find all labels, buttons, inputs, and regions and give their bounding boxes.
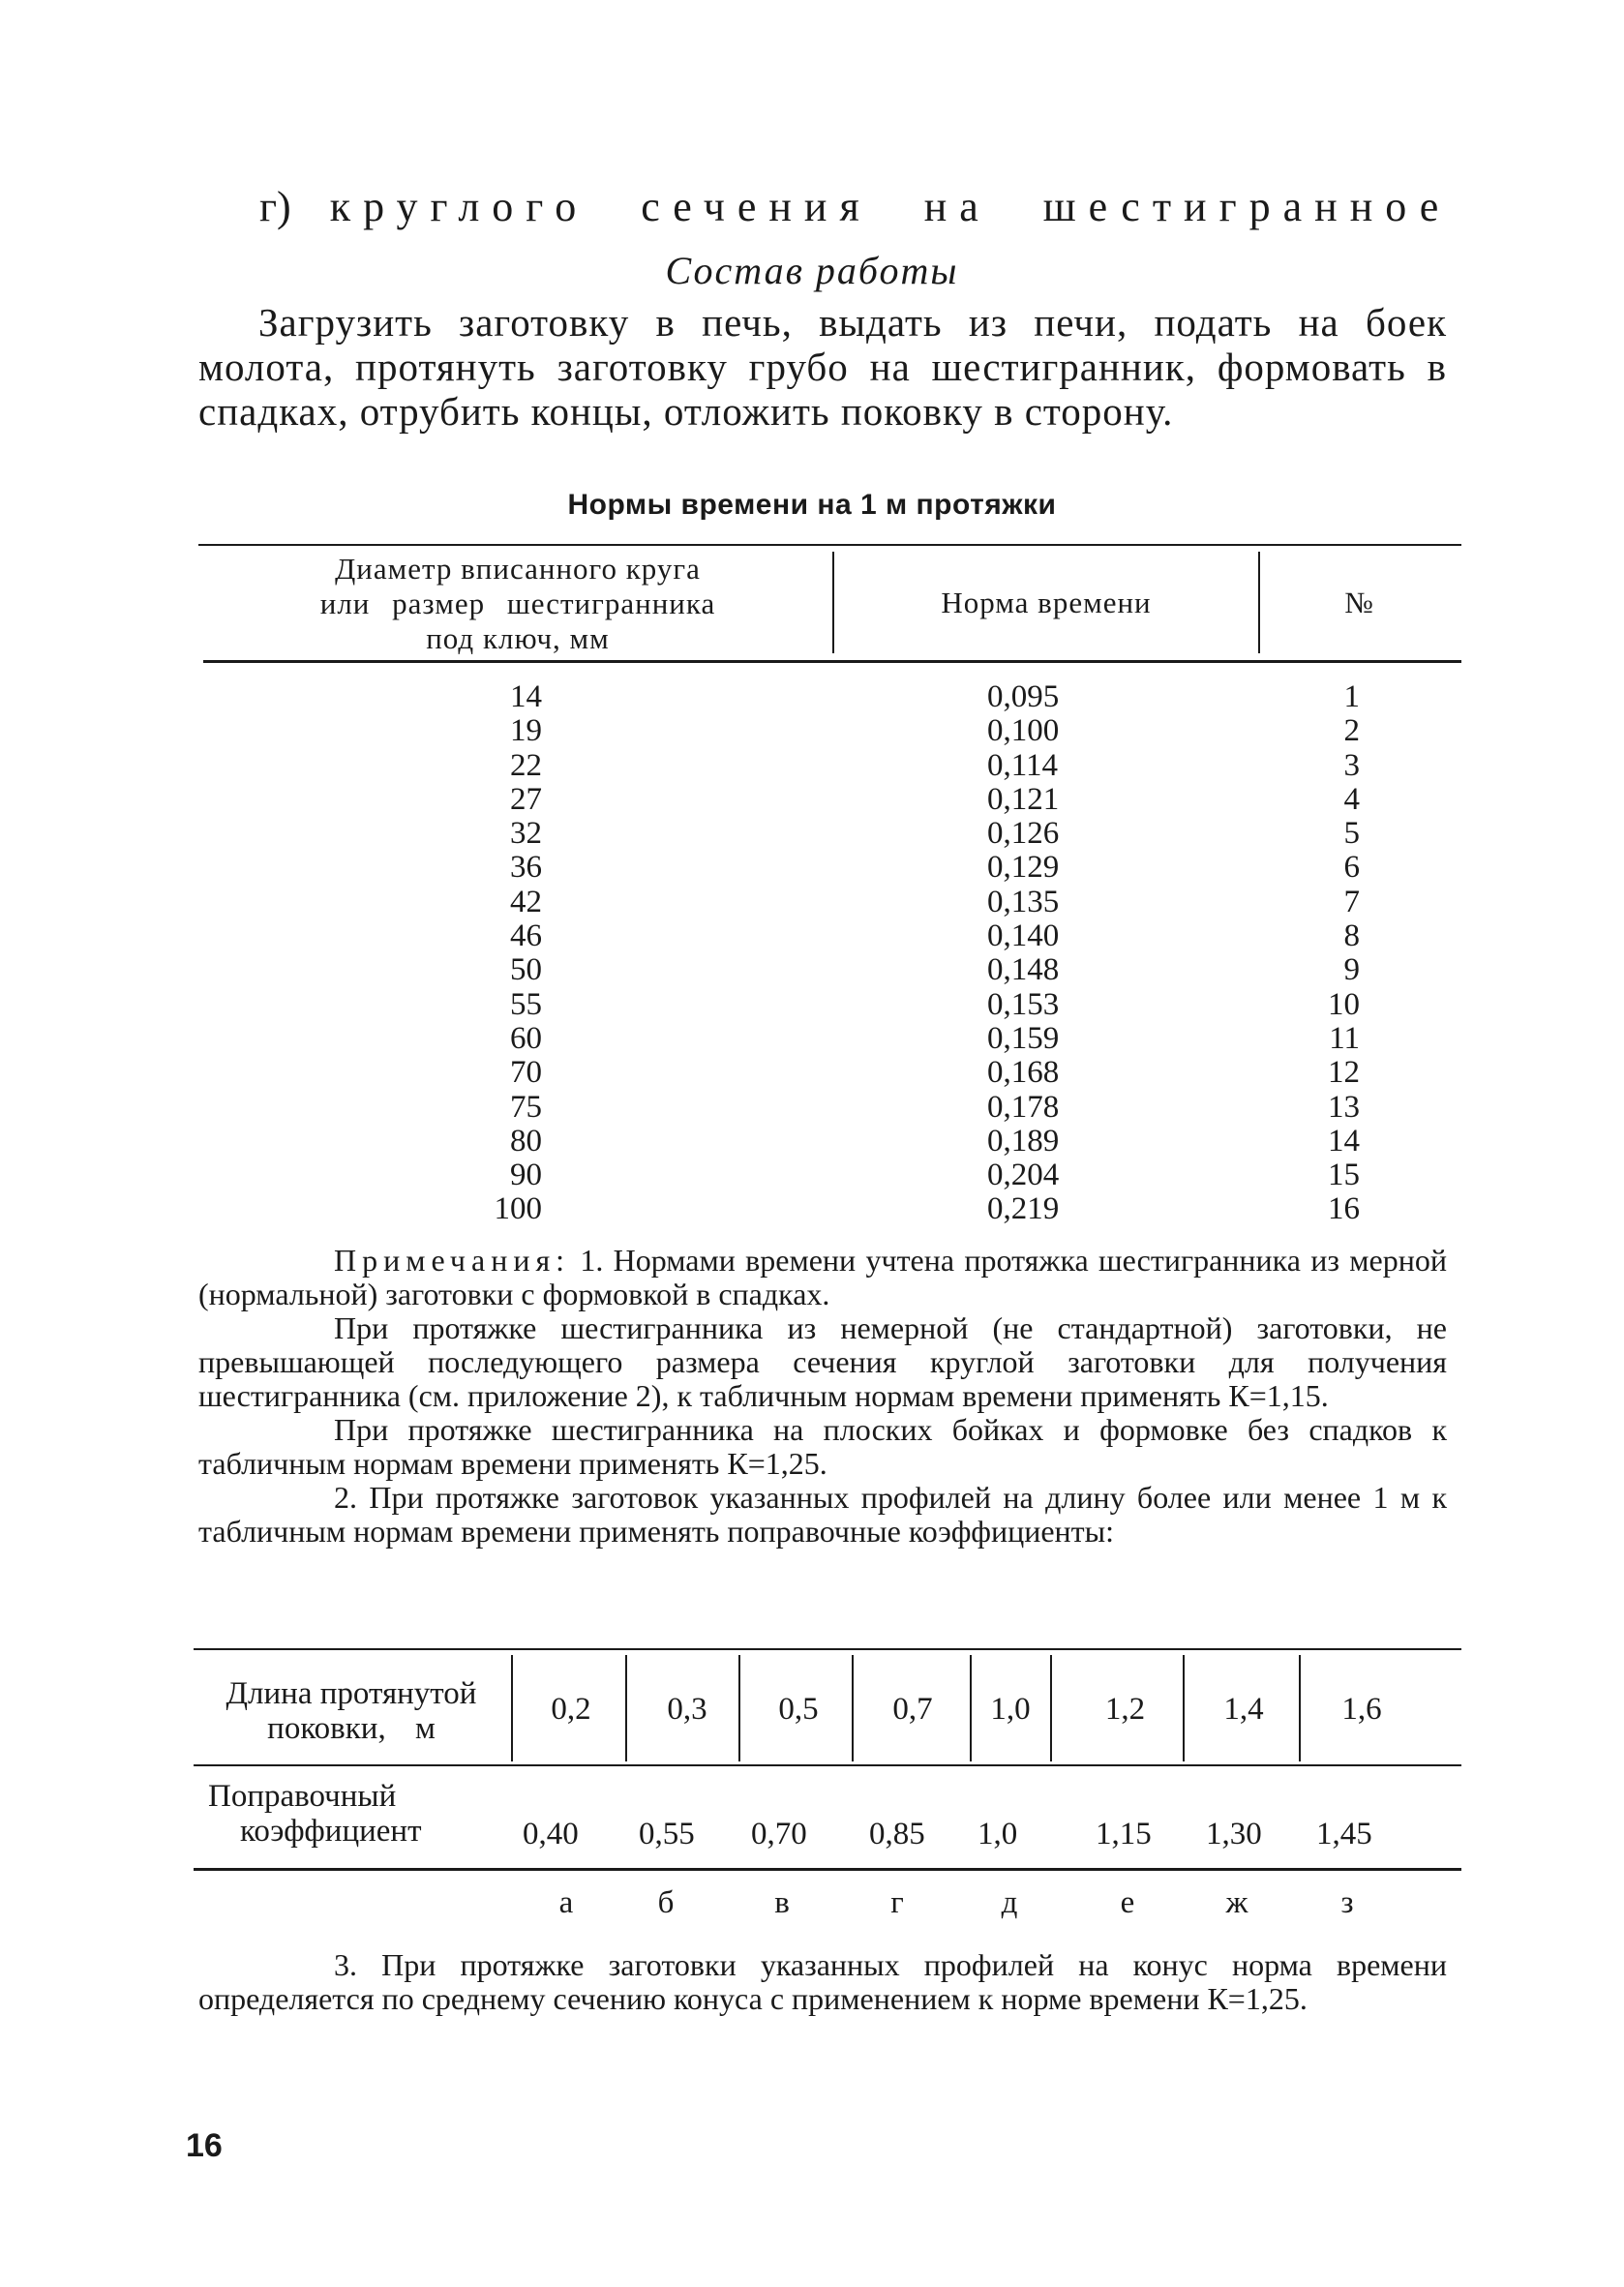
table-cell: 27	[510, 781, 542, 817]
coefficient-cell: 1,15	[1096, 1817, 1152, 1851]
table-cell: 1	[1343, 679, 1360, 714]
coefficient-cell: 0,55	[639, 1817, 695, 1851]
length-label: Длина протянутой поковки, м	[226, 1676, 477, 1746]
note-1c: При протяжке шестигранника на плоских бойках и формовке без спадков к табличным нормам времени применять К=1,25.	[198, 1412, 1447, 1481]
table-cell: 0,219	[987, 1191, 1060, 1227]
length-cell: 1,4	[1223, 1692, 1264, 1727]
table-cell: 8	[1343, 918, 1360, 954]
column-letter: а	[558, 1885, 574, 1920]
table-cell: 0,126	[987, 816, 1060, 852]
table2-col-divider	[1183, 1655, 1185, 1761]
table-cell: 19	[510, 713, 542, 749]
table-cell: 9	[1343, 952, 1360, 988]
table-cell: 42	[510, 884, 542, 919]
header-diameter: Диаметр вписанного круга или размер шестигранника под ключ, мм	[319, 552, 716, 655]
coefficient-cell: 1,45	[1316, 1817, 1372, 1851]
column-letter: б	[657, 1885, 675, 1920]
table-title: Нормы времени на 1 м протяжки	[567, 489, 1057, 521]
table2-col-divider	[511, 1655, 513, 1761]
page-number: 16	[186, 2127, 223, 2164]
table-cell: 22	[510, 747, 542, 783]
table-cell: 46	[510, 918, 542, 954]
table-cell: 50	[510, 952, 542, 988]
work-composition-paragraph: Загрузить заготовку в печь, выдать из печи, подать на боек молота, протянуть заготовку грубо на шестигранник, формовать в спадках, отрубить концы, отложить поковку в сторону.	[198, 300, 1447, 434]
note-1b: При протяжке шестигранника из немерной (не стандартной) заготовки, не превышающей последующего размера сечения круглой заготовки для получения шестигранника (см. приложение 2), к табличным нормам времени применять К=1,15.	[198, 1310, 1447, 1413]
table-cell: 0,153	[987, 986, 1060, 1022]
diameter-column	[426, 680, 542, 1227]
length-cell: 1,2	[1104, 1692, 1146, 1727]
table2-col-divider	[738, 1655, 740, 1761]
table-cell: 80	[510, 1123, 542, 1159]
coefficient-cell: 0,85	[869, 1817, 925, 1851]
table-cell: 60	[510, 1020, 542, 1056]
table2-bottom-rule	[194, 1868, 1461, 1871]
table-cell: 0,095	[987, 679, 1060, 714]
table2-top-rule	[194, 1648, 1461, 1650]
norm-column	[987, 680, 1123, 1227]
table-cell: 14	[1328, 1123, 1360, 1159]
table-cell: 0,148	[987, 952, 1060, 988]
length-cell: 1,6	[1341, 1692, 1382, 1727]
table2-col-divider	[852, 1655, 854, 1761]
note-3: 3. При протяжке заготовки указанных профилей на конус норма времени определяется по среднему сечению конуса с применением к норме времени К=1,25.	[198, 1947, 1447, 2016]
table-cell: 32	[510, 816, 542, 852]
column-letter: д	[1001, 1885, 1018, 1920]
length-cell: 0,3	[667, 1692, 707, 1727]
table2-col-divider	[625, 1655, 627, 1761]
table2-middle-rule	[194, 1764, 1461, 1766]
table1-header-rule	[203, 660, 1461, 663]
number-column	[1302, 680, 1360, 1227]
table-cell: 55	[510, 986, 542, 1022]
coefficient-cell: 1,0	[977, 1817, 1018, 1851]
table-cell: 90	[510, 1158, 542, 1193]
table-cell: 0,129	[987, 850, 1060, 886]
table-cell: 70	[510, 1055, 542, 1091]
table-cell: 12	[1328, 1055, 1360, 1091]
table-cell: 75	[510, 1089, 542, 1125]
table-cell: 0,135	[987, 884, 1060, 919]
table-cell: 6	[1343, 850, 1360, 886]
coefficient-cell: 0,40	[523, 1817, 579, 1851]
table-cell: 0,189	[987, 1123, 1060, 1159]
notes-block	[198, 1244, 1447, 1549]
table-cell: 7	[1343, 884, 1360, 919]
column-letter: г	[890, 1885, 904, 1920]
coefficient-label: Поправочный коэффициент	[208, 1779, 422, 1849]
table-cell: 2	[1343, 713, 1360, 749]
note-1: Примечания: 1. Нормами времени учтена протяжка шестигранника из мерной (нормальной) заготовки с формовкой в спадках.	[198, 1243, 1448, 1311]
coefficient-cell: 1,30	[1206, 1817, 1262, 1851]
table2-col-divider	[1050, 1655, 1052, 1761]
length-cell: 0,5	[778, 1692, 819, 1727]
section-heading-text: круглого сечения на шестигранное	[329, 183, 1452, 230]
table-cell: 5	[1343, 816, 1360, 852]
table-cell: 0,121	[987, 781, 1060, 817]
table1-top-rule	[198, 544, 1461, 546]
work-composition-subheading: Состав работы	[665, 249, 959, 292]
note-2: 2. При протяжке заготовок указанных профилей на длину более или менее 1 м к табличным нормам времени применять поправочные коэффициенты:	[198, 1480, 1447, 1549]
length-cell: 1,0	[990, 1692, 1031, 1727]
length-cell: 0,7	[892, 1692, 933, 1727]
section-heading	[259, 182, 1452, 231]
table2-col-divider	[1299, 1655, 1301, 1761]
table-cell: 3	[1343, 747, 1360, 783]
table-cell: 0,114	[987, 747, 1059, 783]
table-cell: 10	[1328, 986, 1360, 1022]
column-letter: ж	[1225, 1885, 1248, 1920]
coefficient-cell: 0,70	[751, 1817, 807, 1851]
section-letter: г)	[259, 183, 291, 230]
column-letter: в	[774, 1885, 790, 1920]
table-cell: 36	[510, 850, 542, 886]
table-cell: 4	[1343, 781, 1360, 817]
table-cell: 14	[510, 679, 542, 714]
header-number: №	[1344, 586, 1374, 619]
table-cell: 13	[1328, 1089, 1360, 1125]
table-cell: 11	[1329, 1020, 1360, 1056]
table-cell: 0,204	[987, 1158, 1060, 1193]
table-cell: 0,140	[987, 918, 1060, 954]
column-letter: е	[1120, 1885, 1135, 1920]
table-cell: 100	[494, 1191, 542, 1227]
table-cell: 15	[1328, 1158, 1360, 1193]
note-3-block	[198, 1948, 1447, 2016]
table-cell: 0,159	[987, 1020, 1060, 1056]
table-cell: 0,100	[987, 713, 1060, 749]
table-cell: 16	[1328, 1191, 1360, 1227]
header-norm: Норма времени	[941, 586, 1152, 619]
table-cell: 0,168	[987, 1055, 1060, 1091]
column-letter: з	[1340, 1885, 1354, 1920]
table-cell: 0,178	[987, 1089, 1060, 1125]
length-cell: 0,2	[551, 1692, 591, 1727]
